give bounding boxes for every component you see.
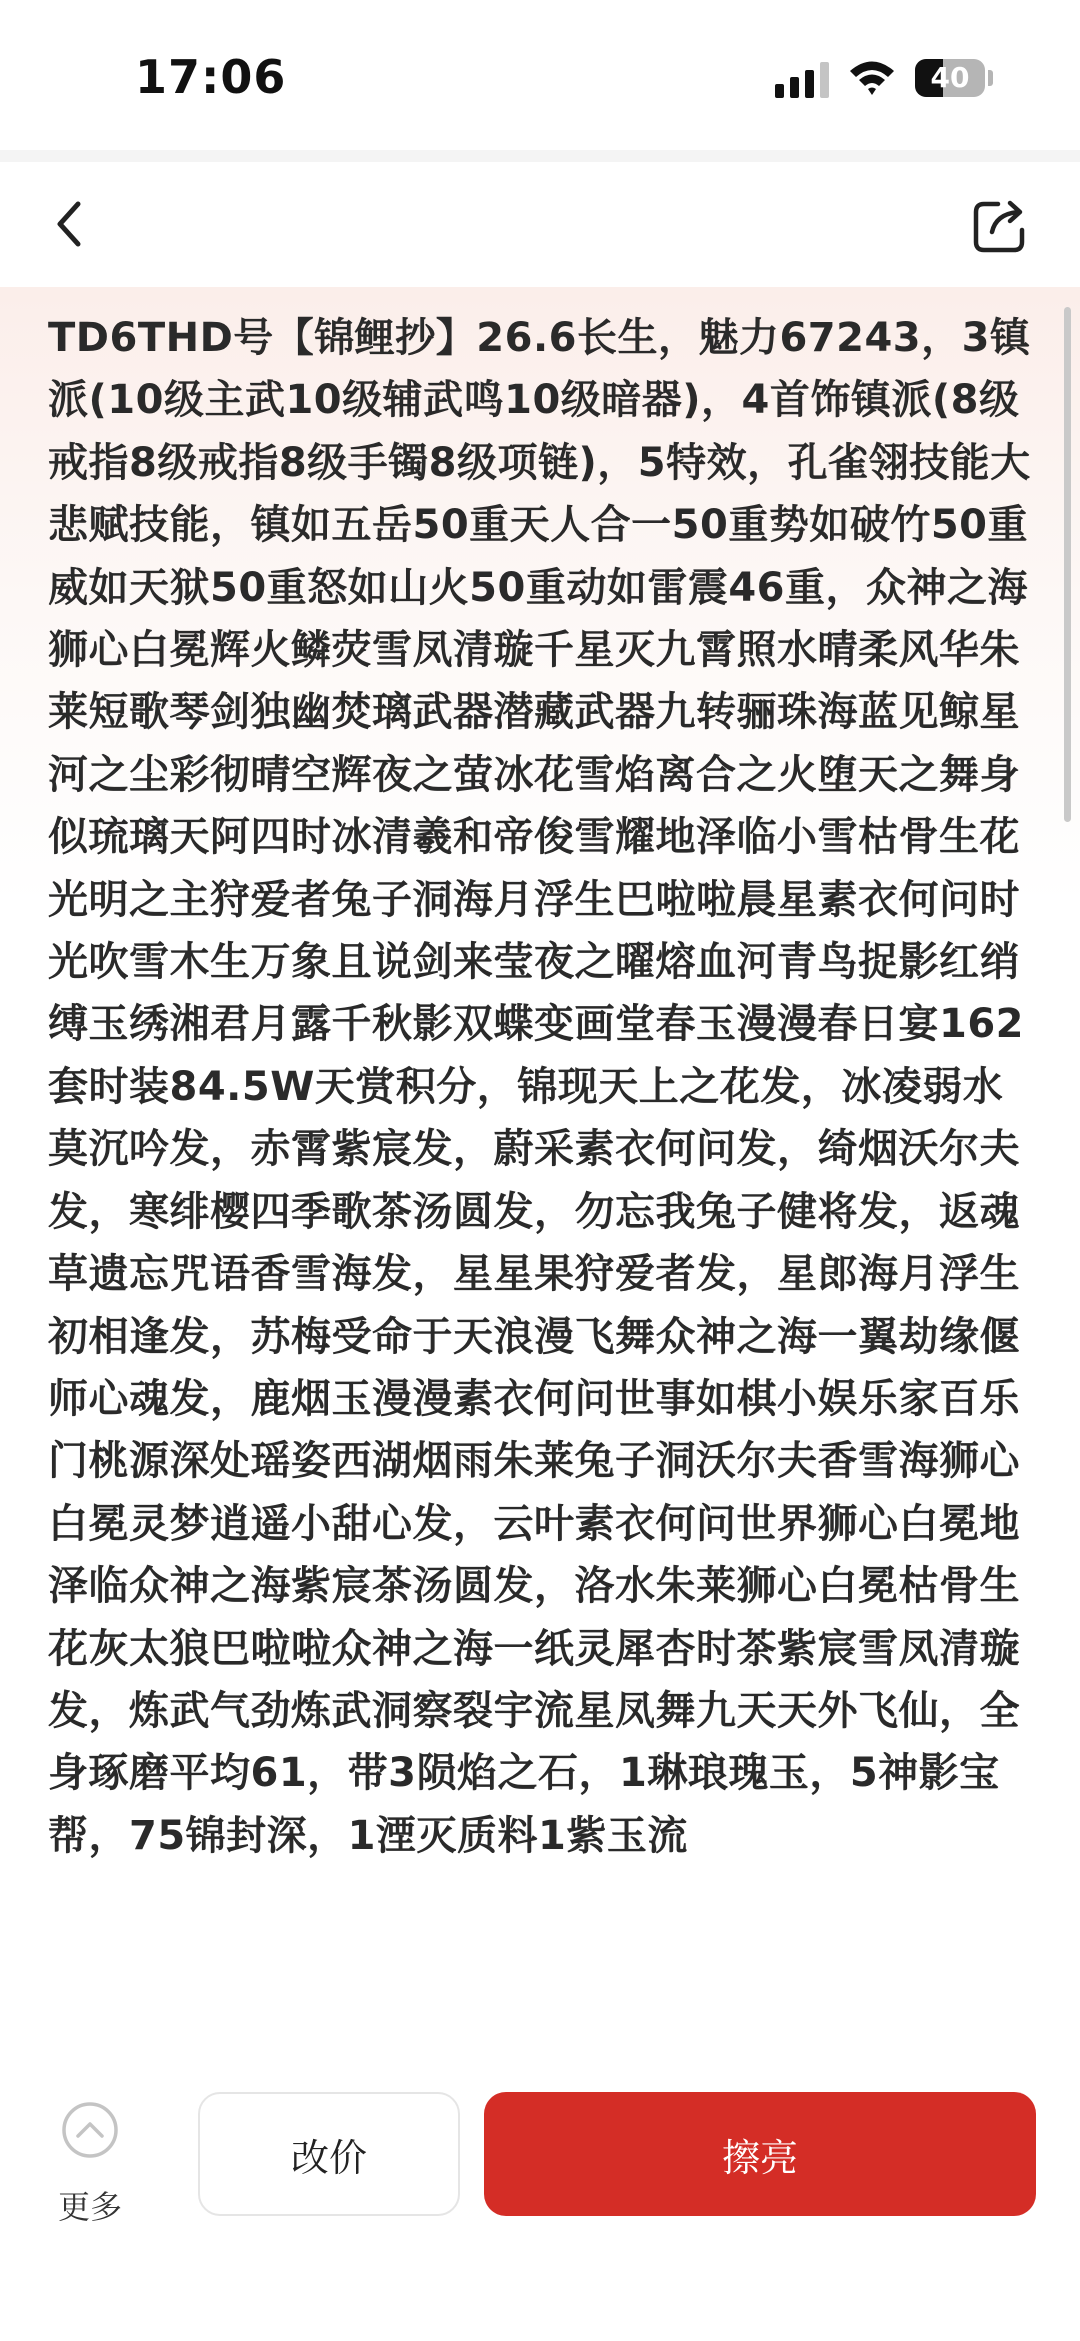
back-button[interactable] <box>40 192 100 256</box>
nav-bar <box>0 162 1080 287</box>
listing-description: TD6THD号【锦鲤抄】26.6长生，魅力67243，3镇派(10级主武10级辅武鸣10级暗器)，4首饰镇派(8级戒指8级戒指8级手镯8级项链)，5特效，孔雀翎技能大悲赋技能，镇如五岳50重天人合一50重势如破竹50重威如天狱50重怒如山火50重动如雷震46重，众神之海狮心白冕辉火鳞荧雪凤清璇千星灭九霄照水晴柔风华朱莱短歌琴剑独幽焚璃武器潜藏武器九转骊珠海蓝见鲸星河之尘彩彻晴空辉夜之萤冰花雪焰离合之火堕天之舞身似琉璃天阿四时冰清羲和帝俊雪耀地泽临小雪枯骨生花光明之主狩爱者兔子洞海月浮生巴啦啦晨星素衣何问时光吹雪木生万象且说剑来莹夜之曜熔血河青鸟捉影红绡缚玉绣湘君月露千秋影双蝶变画堂春玉漫漫春日宴162套时装84.5W天赏积分，锦现天上之花发，冰凌弱水莫沉吟发，赤霄紫宸发，蔚采素衣何问发，绮烟沃尔夫发，寒绯樱四季歌茶汤圆发，勿忘我兔子健将发，返魂草遗忘咒语香雪海发，星星果狩爱者发，星郎海月浮生初相逢发，苏梅受命于天浪漫飞舞众神之海一翼劫缘偃师心魂发，鹿烟玉漫漫素衣何问世事如棋小娱乐家百乐门桃源深处瑶姿西湖烟雨朱莱兔子洞沃尔夫香雪海狮心白冕灵梦逍遥小甜心发，云叶素衣何问世界狮心白冕地泽临众神之海紫宸茶汤圆发，洛水朱莱狮心白冕枯骨生花灰太狼巴啦啦众神之海一纸灵犀杏时茶紫宸雪凤清璇发，炼武气劲炼武洞察裂宇流星凤舞九天天外飞仙，全身琢磨平均61，带3陨焰之石，1琳琅瑰玉，5神影宝帮，75锦封深，1湮灭质料1紫玉流 <box>48 315 1031 1859</box>
status-time: 17:06 <box>135 50 287 104</box>
share-icon <box>976 203 1022 250</box>
scrollbar[interactable] <box>1064 307 1071 822</box>
wifi-icon <box>848 58 896 98</box>
battery-level: 40 <box>930 61 970 94</box>
listing-content <box>0 287 1080 2052</box>
chevron-up-circle-icon <box>60 2100 120 2160</box>
chevron-left-icon <box>60 204 78 244</box>
battery-icon <box>915 59 985 97</box>
share-button[interactable] <box>968 192 1034 258</box>
battery-cap <box>988 70 993 86</box>
polish-button[interactable]: 擦亮 <box>484 2092 1036 2216</box>
more-button[interactable] <box>40 2100 140 2230</box>
header-divider <box>0 150 1080 162</box>
status-bar <box>0 0 1080 150</box>
more-label: 更多 <box>57 2188 122 2226</box>
reprice-button[interactable]: 改价 <box>198 2092 460 2216</box>
bottom-action-bar <box>0 2052 1080 2341</box>
signal-icon <box>775 62 833 98</box>
